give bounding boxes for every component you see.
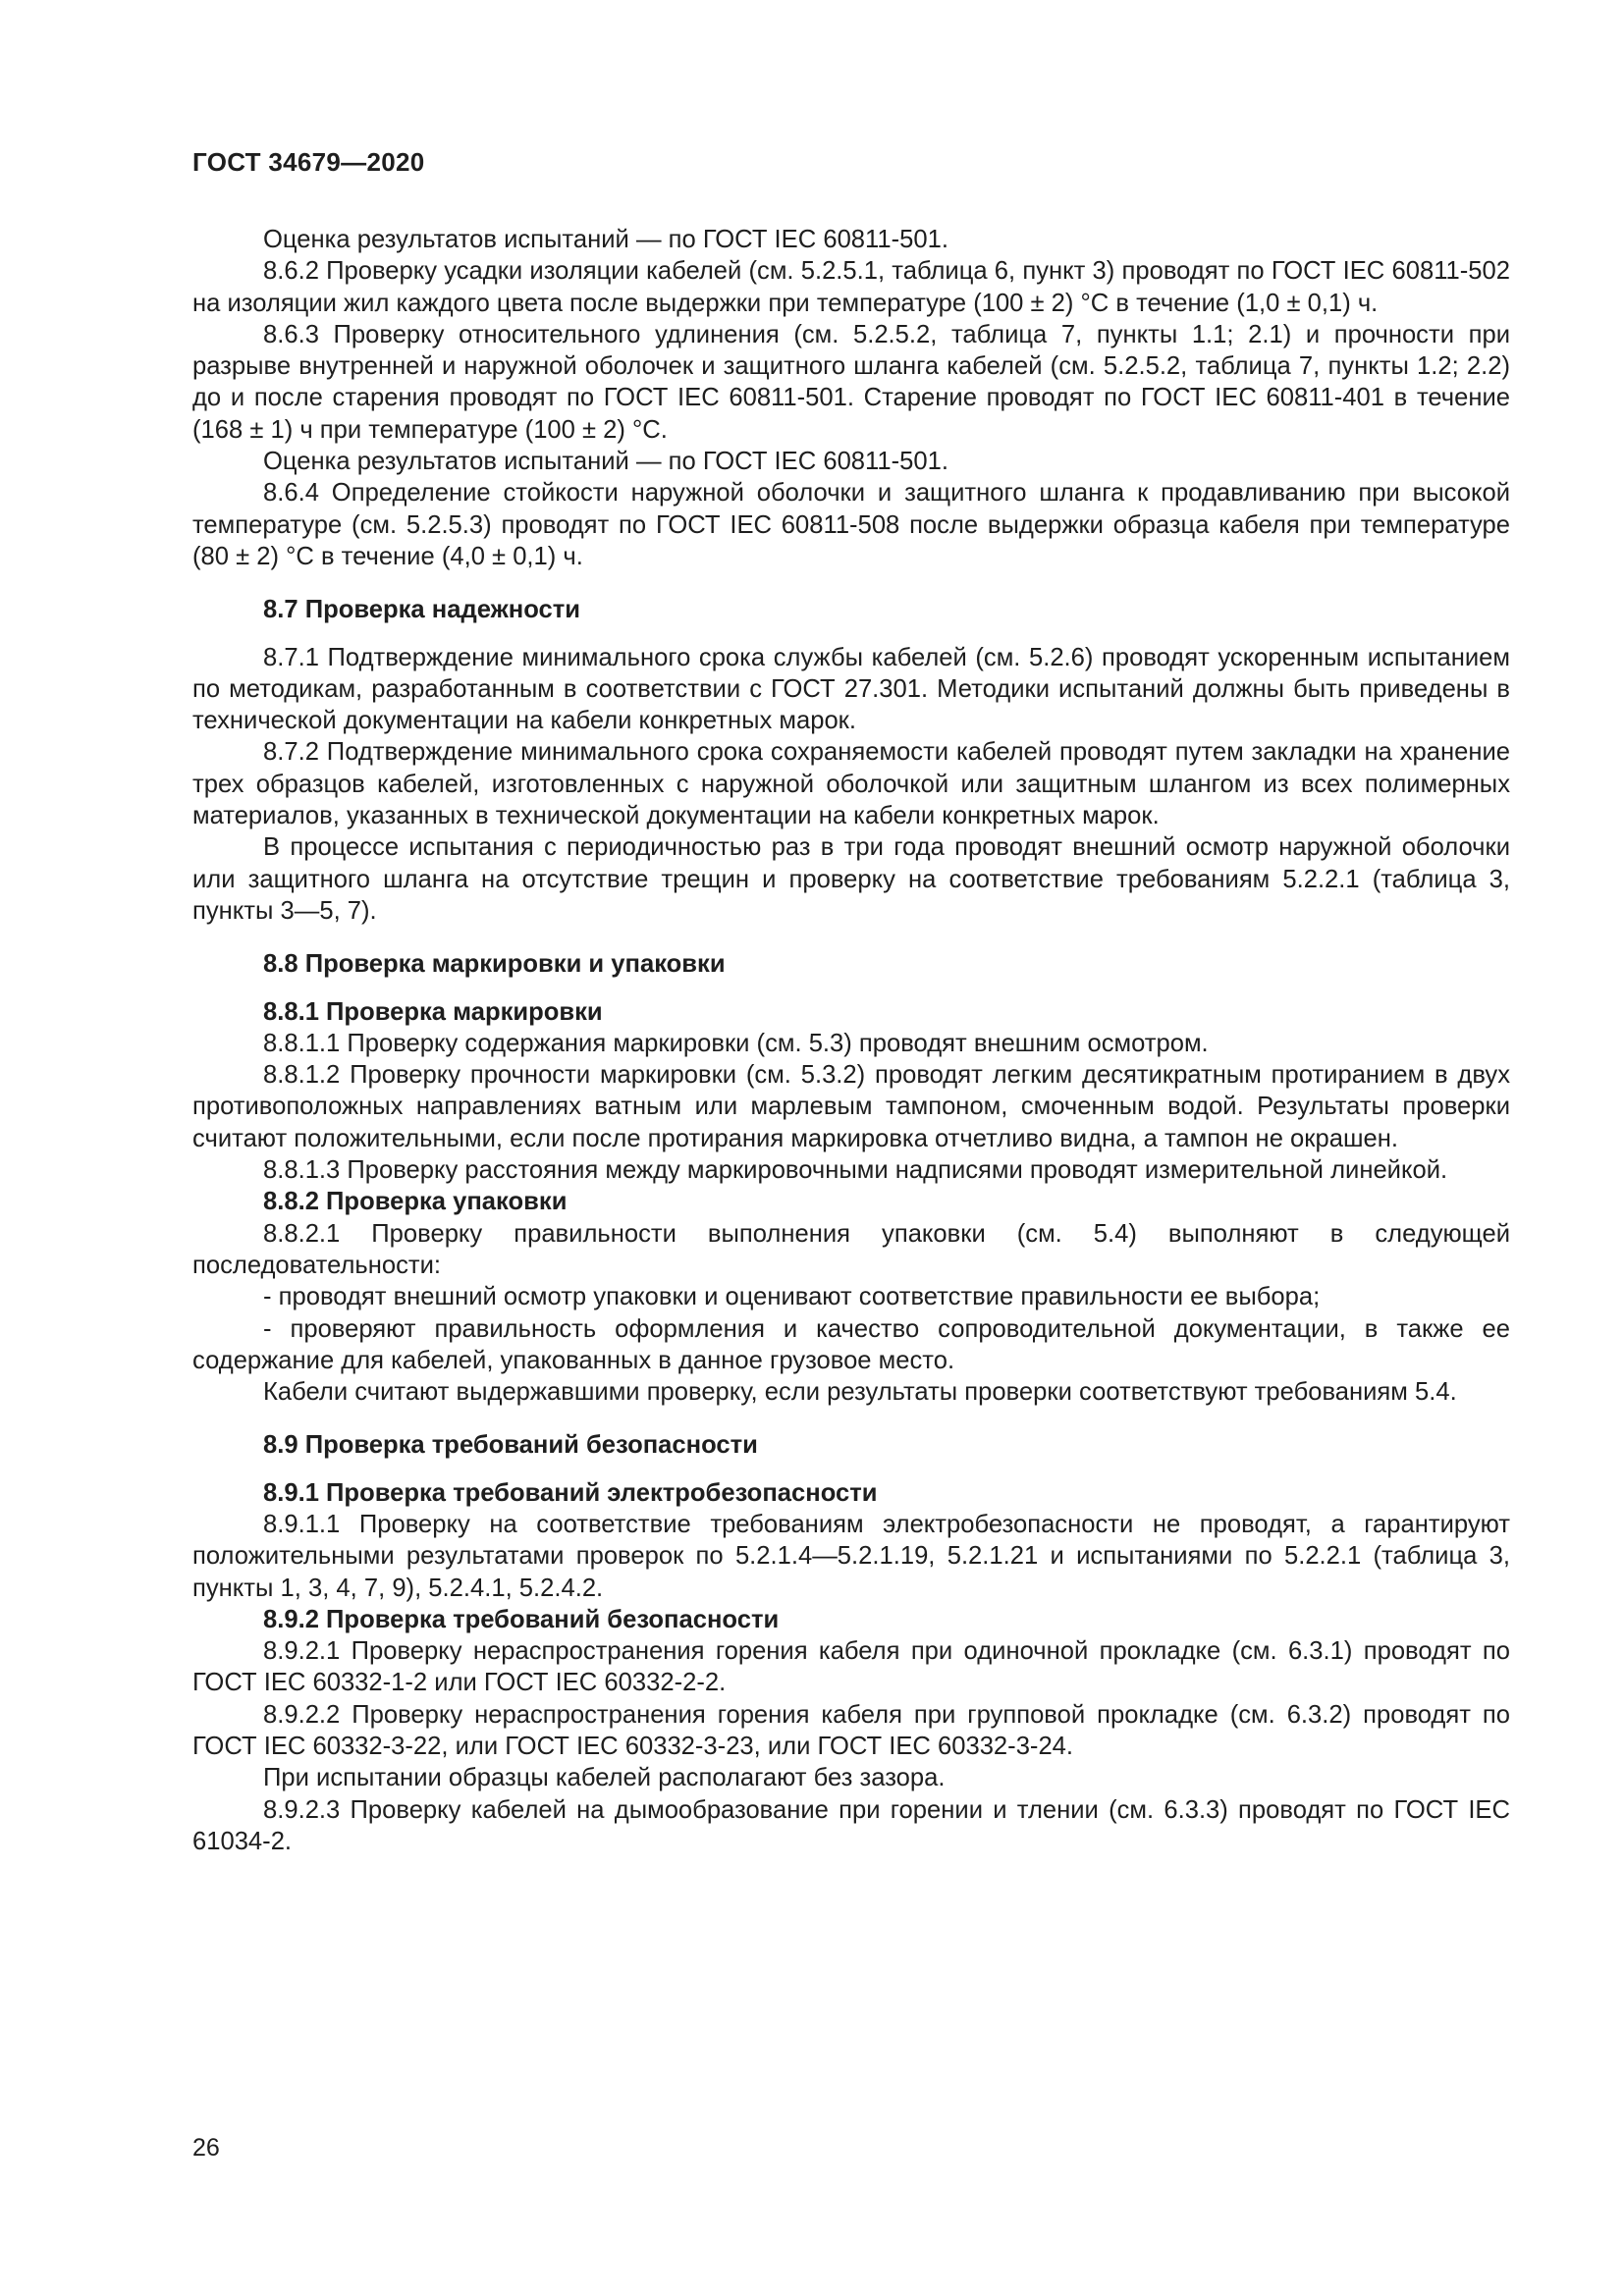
paragraph: При испытании образцы кабелей располагают без зазора. <box>263 1764 946 1792</box>
document-body <box>192 224 1510 1857</box>
paragraph: 8.9.1.1 Проверку на соответствие требованиям электробезопасности не проводят, а гарантируют положительными результатами проверок по 5.2.1.4—5.2.1.19, 5.2.1.21 и испытаниями по 5.2.2.1 (таблица 3, пункты 1, 3, 4, 7, 9), 5.2.4.1, 5.2.4.2. <box>192 1510 1510 1602</box>
subsection-heading: 8.8.2 Проверка упаковки <box>263 1188 568 1216</box>
subsection-heading: 8.9.1 Проверка требований электробезопасности <box>263 1478 878 1507</box>
paragraph: 8.9.2.3 Проверку кабелей на дымообразование при горении и тлении (см. 6.3.3) проводят по ГОСТ IEC 61034-2. <box>192 1795 1510 1855</box>
paragraph: 8.9.2.1 Проверку нераспространения горения кабеля при одиночной прокладке (см. 6.3.1) проводят по ГОСТ IEC 60332-1-2 или ГОСТ IEC 60332-2-2. <box>192 1637 1510 1697</box>
section-heading: 8.9 Проверка требований безопасности <box>263 1431 758 1460</box>
paragraph: Оценка результатов испытаний — по ГОСТ IEC 60811-501. <box>263 448 948 476</box>
paragraph: 8.7.1 Подтверждение минимального срока службы кабелей (см. 5.2.6) проводят ускоренным испытанием по методикам, разработанным в соответствии с ГОСТ 27.301. Методики испытаний должны быть приведены в технической документации на кабели конкретных марок. <box>192 643 1510 735</box>
subsection-heading: 8.8.1 Проверка маркировки <box>263 997 603 1026</box>
paragraph: 8.9.2.2 Проверку нераспространения горения кабеля при групповой прокладке (см. 6.3.2) проводят по ГОСТ IEC 60332-3-22, или ГОСТ IEC 60332-3-23, или ГОСТ IEC 60332-3-24. <box>192 1700 1510 1761</box>
paragraph: - проверяют правильность оформления и качество сопроводительной документации, в также ее содержание для кабелей, упакованных в данное грузовое место. <box>192 1314 1510 1374</box>
page-number: 26 <box>192 2134 220 2162</box>
paragraph: 8.8.2.1 Проверку правильности выполнения упаковки (см. 5.4) выполняют в следующей последовательности: <box>192 1219 1510 1279</box>
paragraph: 8.8.1.2 Проверку прочности маркировки (см. 5.3.2) проводят легким десятикратным протиранием в двух противоположных направлениях ватным или марлевым тампоном, смоченным водой. Результаты проверки считают положительными, если после протирания маркировка отчетливо видна, а тампон не окрашен. <box>192 1061 1510 1152</box>
paragraph: В процессе испытания с периодичностью раз в три года проводят внешний осмотр наружной оболочки или защитного шланга на отсутствие трещин и проверку на соответствие требованиям 5.2.2.1 (таблица 3, пункты 3—5, 7). <box>192 833 1510 925</box>
section-heading: 8.7 Проверка надежности <box>263 596 581 624</box>
paragraph: 8.8.1.1 Проверку содержания маркировки (см. 5.3) проводят внешним осмотром. <box>263 1029 1209 1057</box>
paragraph: 8.6.3 Проверку относительного удлинения (см. 5.2.5.2, таблица 7, пункты 1.1; 2.1) и прочности при разрыве внутренней и наружной оболочек и защитного шланга кабелей (см. 5.2.5.2, таблица 7, пункты 1.2; 2.2) до и после старения проводят по ГОСТ IEC 60811-501. Старение проводят по ГОСТ IEC 60811-401 в течение (168 ± 1) ч при температуре (100 ± 2) °С. <box>192 320 1510 444</box>
paragraph: 8.7.2 Подтверждение минимального срока сохраняемости кабелей проводят путем закладки на хранение трех образцов кабелей, изготовленных с наружной оболочкой или защитным шлангом из всех полимерных материалов, указанных в технической документации на кабели конкретных марок. <box>192 738 1510 830</box>
paragraph: Оценка результатов испытаний — по ГОСТ IEC 60811-501. <box>263 226 948 253</box>
document-header: ГОСТ 34679—2020 <box>192 147 425 177</box>
section-heading: 8.8 Проверка маркировки и упаковки <box>263 950 726 979</box>
paragraph: - проводят внешний осмотр упаковки и оценивают соответствие правильности ее выбора; <box>263 1283 1321 1311</box>
paragraph: 8.8.1.3 Проверку расстояния между маркировочными надписями проводят измерительной линейкой. <box>263 1156 1448 1185</box>
paragraph: 8.6.2 Проверку усадки изоляции кабелей (см. 5.2.5.1, таблица 6, пункт 3) проводят по ГОСТ IEC 60811-502 на изоляции жил каждого цвета после выдержки при температуре (100 ± 2) °С в течение (1,0 ± 0,1) ч. <box>192 257 1510 317</box>
paragraph: Кабели считают выдержавшими проверку, если результаты проверки соответствуют требованиям 5.4. <box>263 1378 1457 1407</box>
paragraph: 8.6.4 Определение стойкости наружной оболочки и защитного шланга к продавливанию при высокой температуре (см. 5.2.5.3) проводят по ГОСТ IEC 60811-508 после выдержки образца кабеля при температуре (80 ± 2) °С в течение (4,0 ± 0,1) ч. <box>192 479 1510 570</box>
subsection-heading: 8.9.2 Проверка требований безопасности <box>263 1605 780 1633</box>
